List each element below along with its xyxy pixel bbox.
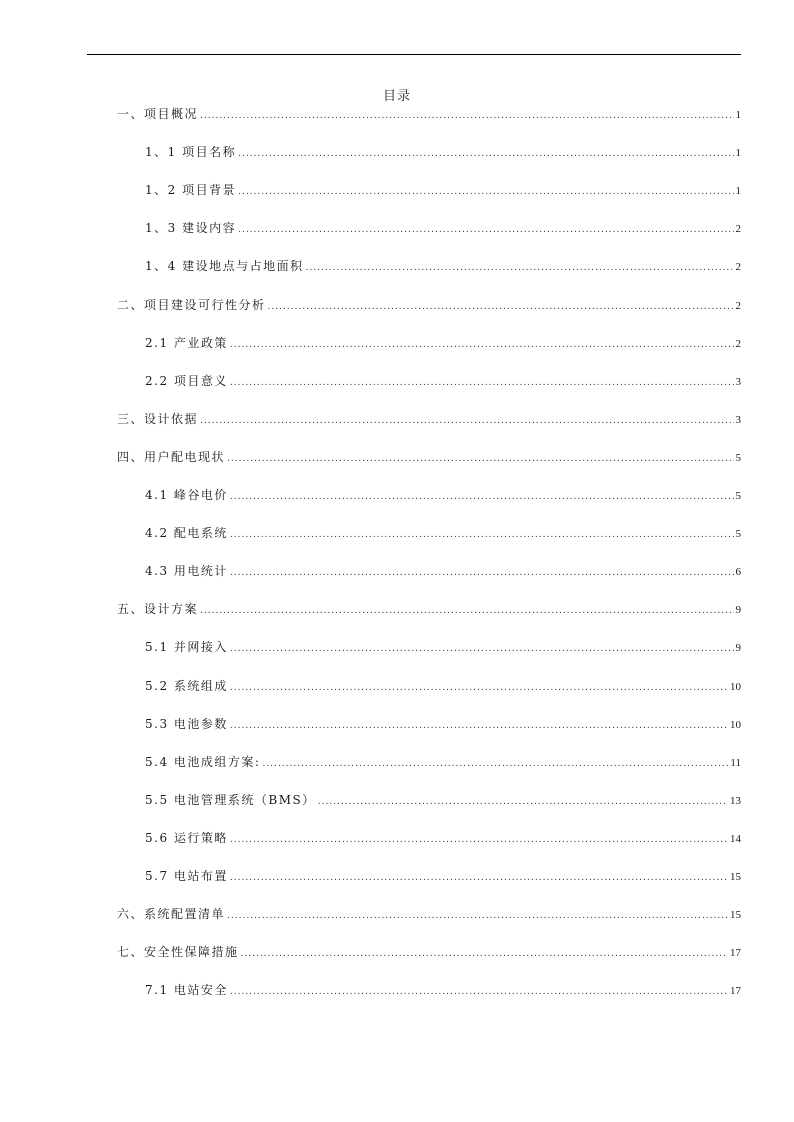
toc-leader-dots [230,716,728,736]
toc-entry-page: 10 [730,718,741,731]
toc-entry-label: 7.1 电站安全 [145,983,228,998]
toc-entry[interactable] [117,409,741,429]
toc-leader-dots [238,182,733,202]
toc-leader-dots [230,373,734,393]
toc-entry-label: 1、4 建设地点与占地面积 [145,259,304,274]
toc-leader-dots [238,220,733,240]
toc-entry-label: 5.1 并网接入 [145,640,228,655]
toc-entry[interactable] [117,904,741,924]
toc-entry-page: 15 [730,871,741,883]
toc-entry-label: 三、设计依据 [117,411,199,426]
toc-entry-page: 3 [735,375,741,388]
toc-entry[interactable] [145,714,741,734]
toc-entry-page: 6 [735,566,741,579]
toc-entry-label: 2.2 项目意义 [145,373,228,388]
toc-entry-label: 二、项目建设可行性分析 [117,297,266,312]
toc-leader-dots [230,487,734,507]
toc-entry[interactable] [145,333,741,353]
toc-entry-page: 2 [735,223,741,236]
toc-entry-page: 5 [735,490,741,502]
header-rule [87,54,741,55]
toc-entry-page: 11 [730,756,741,769]
toc-entry[interactable] [145,980,741,1000]
toc-entry-label: 七、安全性保障措施 [117,945,239,960]
toc-leader-dots [230,982,728,1002]
toc-entry-label: 5.7 电站布置 [145,869,228,883]
toc-entry[interactable] [117,104,741,124]
toc-title: 目录 [382,89,411,104]
toc-entry[interactable] [145,180,741,200]
toc-leader-dots [262,754,728,774]
toc-leader-dots [227,906,728,926]
toc-entry[interactable] [145,561,741,581]
toc-entry-label: 4.2 配电系统 [145,526,228,541]
toc-entry[interactable] [145,523,741,543]
toc-entry-label: 六、系统配置清单 [117,907,226,922]
toc-entry[interactable] [145,828,741,848]
toc-entry[interactable] [145,142,741,162]
toc-entry[interactable] [145,866,741,886]
toc-entry[interactable] [145,790,741,810]
toc-entry[interactable] [145,371,741,391]
toc-entry[interactable] [117,295,741,315]
toc-leader-dots [230,830,728,850]
toc-entry-page: 3 [735,413,741,426]
toc-entry[interactable] [145,637,741,657]
toc-leader-dots [230,335,734,355]
toc-entry-label: 2.1 产业政策 [145,335,228,350]
toc-entry-page: 2 [735,261,741,274]
toc-entry-label: 5.3 电池参数 [145,716,228,731]
toc-entry-page: 5 [735,451,741,464]
toc-entry[interactable] [145,752,741,772]
toc-entry-label: 四、用户配电现状 [117,449,226,464]
toc-entry-label: 4.3 用电统计 [145,564,228,579]
toc-leader-dots [230,678,728,698]
toc-entry-page: 17 [730,985,741,998]
toc-entry[interactable] [145,218,741,238]
toc-entry-page: 10 [730,680,741,693]
toc-entry-label: 5.4 电池成组方案: [145,754,261,769]
toc-entry[interactable] [145,676,741,696]
toc-leader-dots [318,792,728,812]
toc-entry-page: 13 [730,794,741,807]
toc-entry-page: 2 [735,299,741,312]
toc-entry-page: 15 [730,909,741,922]
toc-leader-dots [200,601,733,621]
toc-entry-label: 1、2 项目背景 [145,183,237,198]
toc-leader-dots [306,258,734,278]
toc-entry-page: 9 [735,604,741,617]
toc-entry[interactable] [117,942,741,962]
toc-entry[interactable] [117,599,741,619]
toc-leader-dots [268,297,734,317]
toc-leader-dots [230,868,728,888]
toc-leader-dots [230,639,734,659]
toc-leader-dots [230,563,734,583]
toc-entry-page: 9 [735,642,741,655]
toc-entry[interactable] [117,447,741,467]
toc-entry-label: 5.5 电池管理系统（BMS） [145,792,316,807]
toc-entry-label: 5.2 系统组成 [145,678,228,693]
toc-entry-label: 5.6 运行策略 [145,830,228,845]
toc-entry-page: 17 [730,947,741,960]
toc-entry[interactable] [145,485,741,505]
toc-entry[interactable] [145,256,741,276]
toc-leader-dots [230,525,734,545]
toc-entry-page: 1 [735,185,741,198]
toc-leader-dots [238,144,733,164]
toc-entry-page: 1 [735,109,741,121]
toc-entry-label: 1、1 项目名称 [145,145,237,160]
toc-entry-label: 五、设计方案 [117,602,199,617]
toc-entry-label: 4.1 峰谷电价 [145,488,228,502]
toc-entry-page: 5 [735,528,741,541]
toc-leader-dots [241,944,728,964]
toc-leader-dots [200,411,733,431]
toc-leader-dots [200,106,733,126]
toc-entry-page: 14 [730,832,741,845]
toc-entry-label: 一、项目概况 [117,107,199,121]
toc-entry-label: 1、3 建设内容 [145,221,237,236]
toc-leader-dots [227,449,733,469]
toc-entry-page: 1 [735,147,741,160]
toc-entry-page: 2 [735,337,741,350]
